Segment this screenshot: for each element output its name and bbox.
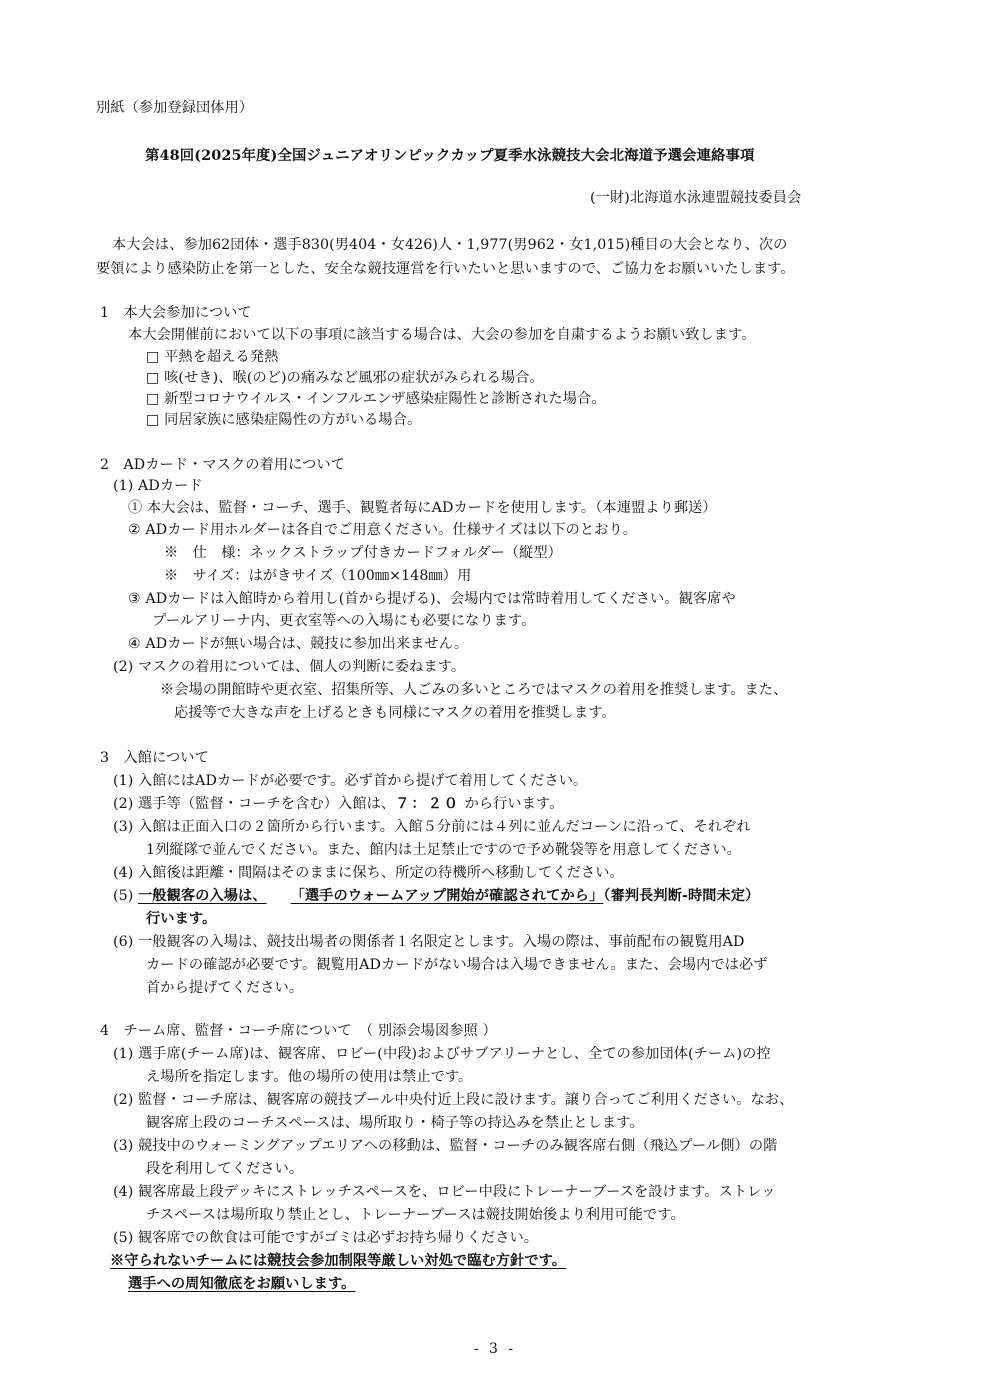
- section-4-item-3-cont: 段を利用してください。: [146, 1161, 304, 1177]
- warning-line-1: ※守られないチームには競技会参加制限等厳しい対処で臨む方針です。: [110, 1253, 567, 1269]
- page-number: - 3 -: [473, 1341, 517, 1357]
- section-2-item-2: ② ADカード用ホルダーは各自でご用意ください。仕様サイズは以下のとおり。: [128, 522, 638, 538]
- intro-line-2: 要領により感染防止を第一とした、安全な競技運営を行いたいと思いますので、ご協力をお願いいたします。: [96, 261, 795, 277]
- section-2-sub-2: (2) マスクの着用については、個人の判断に委ねます。: [113, 659, 466, 675]
- intro-line-1: 本大会は、参加62団体・選手830(男404・女426)人・1,977(男962・女1,015)種目の大会となり、次の: [112, 237, 788, 253]
- section-3-item-3-cont: 1列縦隊で並んでください。また、館内は土足禁止ですので予め靴袋等を用意してください。: [146, 842, 741, 858]
- warning-line-2: 選手への周知徹底をお願いします。: [128, 1276, 356, 1292]
- section-3-item-3: (3) 入館は正面入口の２箇所から行います。入館５分前には４列に並んだコーンに沿って、それぞれ: [113, 819, 751, 835]
- checklist-item: □ 平熱を超える発熱: [146, 349, 279, 365]
- organizer: (一財)北海道水泳連盟競技委員会: [590, 190, 802, 206]
- section-4-item-2: (2) 監督・コーチ席は、観客席の競技プール中央付近上段に設けます。譲り合ってご利用ください。なお、: [113, 1092, 794, 1108]
- section-4-item-2-cont: 観客席上段のコーチスペースは、場所取り・椅子等の持込みを禁止とします。: [146, 1115, 644, 1131]
- section-4-item-1: (1) 選手席(チーム席)は、観客席、ロビー(中段)およびサブアリーナとし、全ての参加団体(チーム)の控: [113, 1046, 771, 1062]
- section-3-item-6: (6) 一般観客の入場は、競技出場者の関係者１名限定とします。入場の際は、事前配布の観覧用AD: [113, 934, 745, 950]
- entry-time-label: (2) 選手等（監督・コーチを含む）入館は、: [113, 796, 396, 812]
- checklist-item: □ 新型コロナウイルス・インフルエンザ感染症陽性と診断された場合。: [146, 391, 606, 407]
- section-2-sub-1: (1) ADカード: [113, 478, 203, 494]
- warmup-condition: 「選手のウォームアップ開始が確認されてから」: [290, 888, 604, 904]
- referee-decision: （審判長判断-時間未定）: [603, 888, 760, 904]
- checklist-item: □ 同居家族に感染症陽性の方がいる場合。: [146, 412, 422, 428]
- section-2-item-3-cont: プールアリーナ内、更衣室等への入場にも必要になります。: [152, 613, 536, 629]
- section-3-item-5-cont: 行います。: [146, 911, 217, 927]
- section-3-item-6-cont: 首から提げてください。: [146, 980, 304, 996]
- section-4-item-1-cont: え場所を指定します。他の場所の使用は禁止です。: [146, 1069, 473, 1085]
- mask-note-2: 応援等で大きな声を上げるときも同様にマスクの着用を推奨します。: [174, 705, 616, 721]
- spectator-entry-lead: 一般観客の入場は、: [138, 888, 267, 904]
- item-number: (5): [113, 888, 139, 904]
- mask-note-1: ※会場の開館時や更衣室、招集所等、人ごみの多いところではマスクの着用を推奨します。また、: [160, 682, 788, 698]
- section-4-item-4: (4) 観客席最上段デッキにストレッチスペースを、ロビー中段にトレーナーブースを設けます。ストレッ: [113, 1184, 776, 1200]
- section-4-item-3: (3) 競技中のウォーミングアップエリアへの移動は、監督・コーチのみ観客席右側（飛込プール側）の階: [113, 1138, 778, 1154]
- entry-time-suffix: から行います。: [459, 796, 564, 812]
- section-3-item-1: (1) 入館にはADカードが必要です。必ず首から提げて着用してください。: [113, 773, 588, 789]
- section-3-heading: 3 入館について: [100, 750, 209, 766]
- header-label: 別紙（参加登録団体用）: [96, 100, 254, 116]
- document-title: 第48回(2025年度)全国ジュニアオリンピックカップ夏季水泳競技大会北海道予選会連絡事項: [145, 147, 755, 164]
- section-2-item-4: ④ ADカードが無い場合は、競技に参加出来ません。: [128, 636, 469, 652]
- section-3-item-6-cont: カードの確認が必要です。観覧用ADカードがない場合は入場できません。また、会場内では必ず: [146, 957, 768, 973]
- section-4-item-4-cont: チスペースは場所取り禁止とし、トレーナーブースは競技開始後より利用可能です。: [146, 1207, 685, 1223]
- section-1-heading: 1 本大会参加について: [100, 305, 252, 321]
- section-4-item-5: (5) 観客席での飲食は可能ですがゴミは必ずお持ち帰りください。: [113, 1230, 539, 1246]
- section-3-item-5: [113, 886, 759, 906]
- section-3-item-4: (4) 入館後は距離・間隔はそのままに保ち、所定の待機所へ移動してください。: [113, 865, 624, 881]
- checklist-item: □ 咳(せき)、喉(のど)の痛みなど風邪の症状がみられる場合。: [146, 370, 544, 386]
- section-3-item-2: [113, 794, 563, 814]
- section-2-item-1: ① 本大会は、監督・コーチ、選手、観覧者毎にADカードを使用します。（本連盟より郵送）: [128, 500, 717, 516]
- section-1-lead: 本大会開催前において以下の事項に該当する場合は、大会の参加を自粛するようお願い致します。: [128, 327, 756, 343]
- spec-note-1: ※ 仕 様：ネックストラップ付きカードフォルダー（縦型）: [164, 545, 562, 561]
- section-2-heading: 2 ADカード・マスクの着用について: [100, 457, 345, 473]
- section-2-item-3: ③ ADカードは入館時から着用し(首から提げる)、会場内では常時着用してください。観客席や: [128, 591, 736, 607]
- spec-note-2: ※ サイズ：はがきサイズ（100㎜×148㎜）用: [164, 568, 472, 584]
- section-4-heading: 4 チーム席、監督・コーチ席について （ 別添会場図参照 ）: [100, 1023, 497, 1039]
- entry-time: ７：２０: [395, 796, 460, 812]
